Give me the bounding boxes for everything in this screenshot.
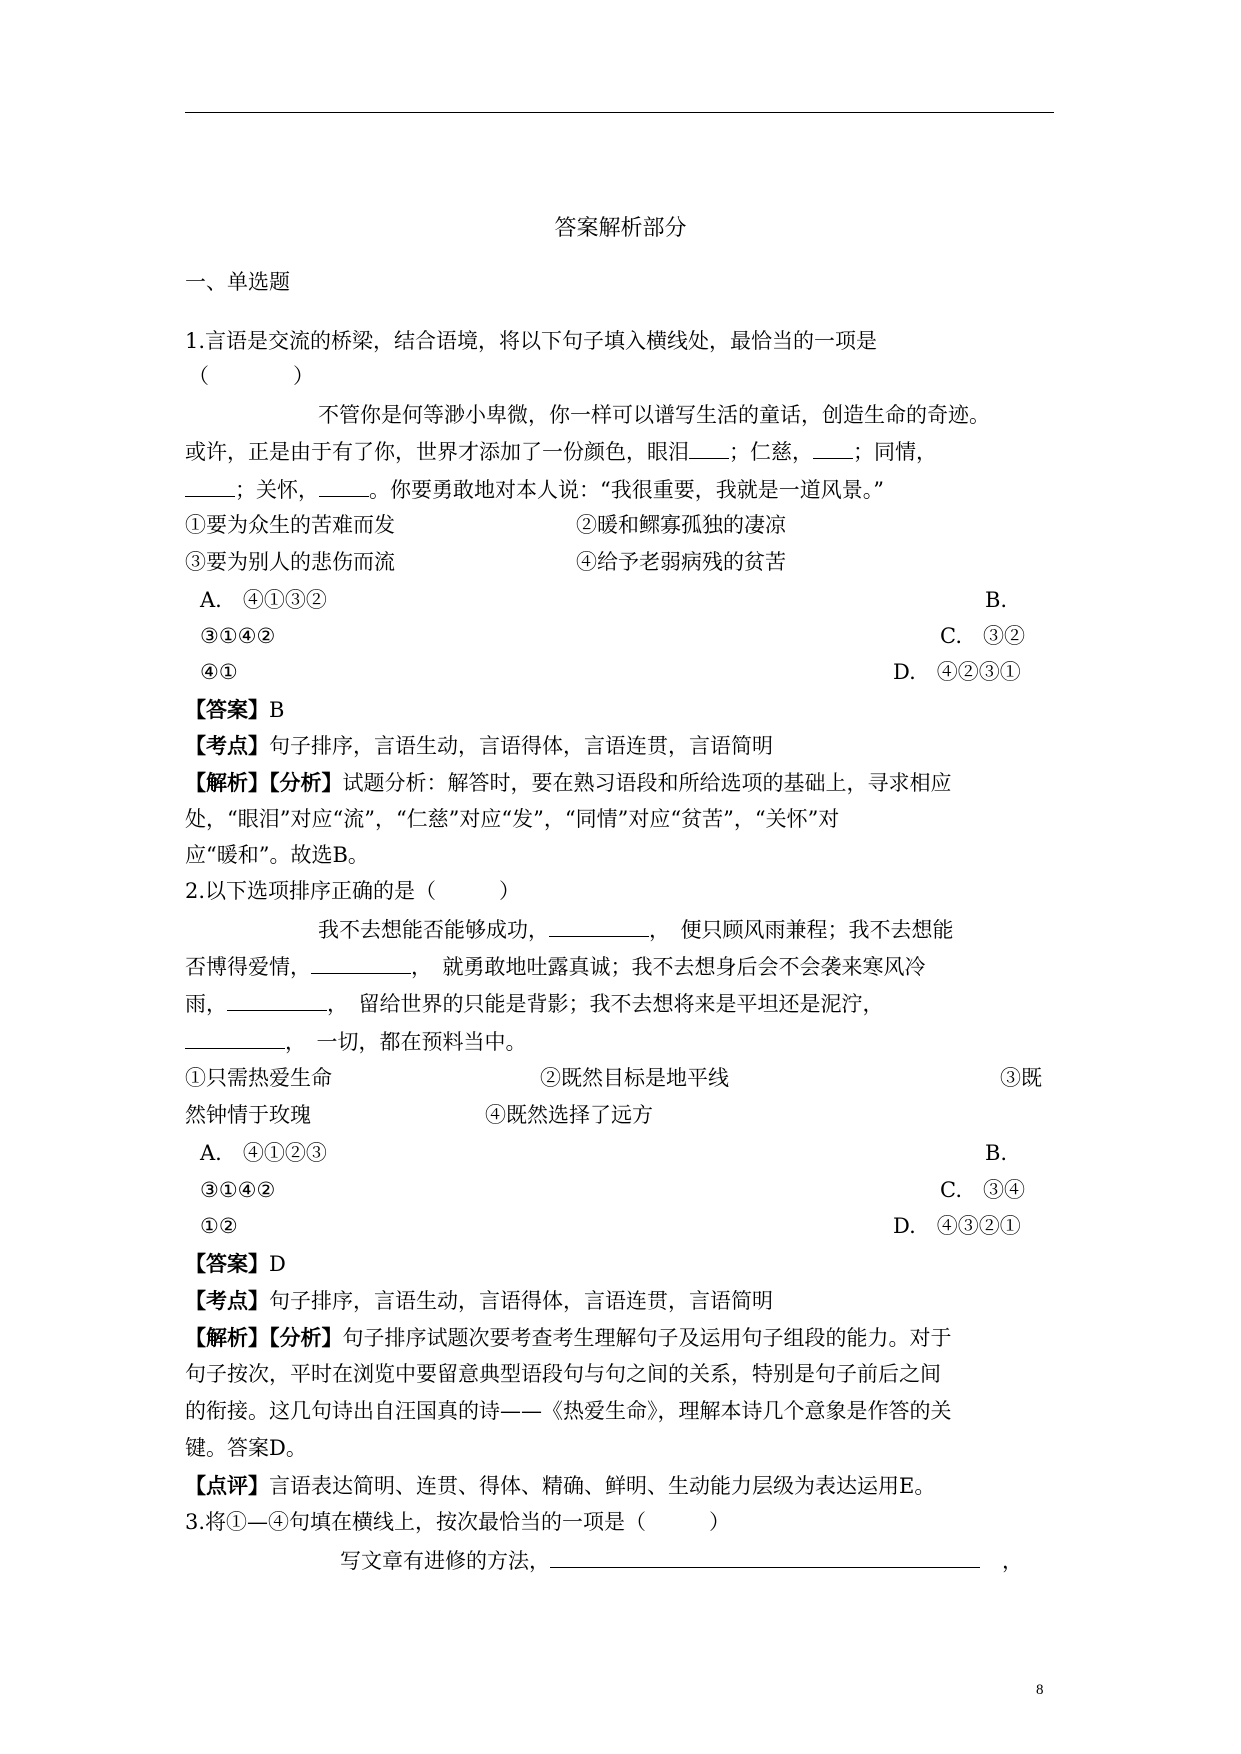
- q3-passage-line-1: 写文章有进修的方法， ，: [340, 1549, 1023, 1573]
- blank-2: [813, 440, 853, 459]
- q2-passage-line-2: 否博得爱情， ， 就勇敢地吐露真诚；我不去想身后会不会袭来寒风冷: [185, 955, 926, 979]
- blank-9: [550, 1549, 980, 1568]
- q2-passage-line-3: 雨， ， 留给世界的只能是背影；我不去想将来是平坦还是泥泞，: [185, 992, 884, 1016]
- q2-kaodian: 【考点】句子排序，言语生动，言语得体，言语连贯，言语简明: [185, 1288, 773, 1313]
- q2-jiexi-line-3: 的衔接。这几句诗出自汪国真的诗——《热爱生命》，理解本诗几个意象是作答的关: [185, 1399, 952, 1423]
- q1-jiexi-line-3: 应“暖和”。故选B。: [185, 843, 369, 867]
- q2-jiexi-line-4: 键。答案D。: [185, 1436, 307, 1460]
- q2-option-4: ④既然选择了远方: [485, 1103, 653, 1127]
- q1-choice-d: D. ④②③①: [893, 660, 1021, 684]
- q1-jiexi-line-2: 处，“眼泪”对应“流”，“仁慈”对应“发”，“同情”对应“贫苦”，“关怀”对: [185, 807, 840, 831]
- q2-jiexi-line-2: 句子按次，平时在浏览中要留意典型语段句与句之间的关系，特别是句子前后之间: [185, 1362, 941, 1386]
- q1-choice-b-value: ③①④②: [200, 624, 276, 648]
- q1-option-2: ②暖和鳏寡孤独的凄凉: [576, 513, 786, 537]
- blank-3: [185, 478, 235, 497]
- q2-option-3: ③既: [1000, 1066, 1042, 1090]
- q2-dianping: 【点评】言语表达简明、连贯、得体、精确、鲜明、生动能力层级为表达运用E。: [185, 1473, 936, 1498]
- q2-choice-c-cont: ①②: [200, 1214, 238, 1238]
- q2-stem: 2.以下选项排序正确的是（ ）: [185, 879, 521, 903]
- section-heading: 一、单选题: [185, 270, 290, 294]
- q1-kaodian: 【考点】句子排序，言语生动，言语得体，言语连贯，言语简明: [185, 733, 773, 758]
- q1-option-3: ③要为别人的悲伤而流: [185, 550, 395, 574]
- q1-passage-line-2: 或许，正是由于有了你，世界才添加了一份颜色，眼泪 ；仁慈， ；同情，: [185, 440, 937, 464]
- q2-choice-d: D. ④③②①: [893, 1214, 1021, 1238]
- q2-passage-line-4: ， 一切，都在预料当中。: [185, 1030, 527, 1053]
- blank-4: [319, 478, 369, 497]
- blank-1: [689, 440, 729, 459]
- q1-choice-c: C. ③②: [940, 624, 1025, 648]
- q2-passage-line-1: 我不去想能否能够成功， ， 便只顾风雨兼程；我不去想能: [318, 918, 954, 942]
- q1-stem: 1.言语是交流的桥梁，结合语境，将以下句子填入横线处，最恰当的一项是: [185, 329, 878, 353]
- header-rule: [185, 112, 1054, 113]
- blank-8: [185, 1030, 285, 1049]
- q1-answer: 【答案】B: [185, 697, 285, 722]
- page-title: 答案解析部分: [554, 216, 687, 241]
- q1-choice-a: A. ④①③②: [200, 588, 327, 612]
- page-number: 8: [1036, 1682, 1044, 1698]
- q1-option-1: ①要为众生的苦难而发: [185, 513, 395, 537]
- q2-choice-b-value: ③①④②: [200, 1178, 276, 1202]
- q1-choice-b-label: B.: [985, 588, 1008, 612]
- q1-jiexi-line-1: 【解析】【分析】试题分析：解答时，要在熟习语段和所给选项的基础上，寻求相应: [185, 770, 952, 795]
- q3-stem: 3.将①—④句填在横线上，按次最恰当的一项是（ ）: [185, 1510, 731, 1534]
- q2-jiexi-line-1: 【解析】【分析】句子排序试题次要考查考生理解句子及运用句子组段的能力。对于: [185, 1325, 952, 1350]
- q2-choice-a: A. ④①②③: [200, 1141, 327, 1165]
- q2-option-3-cont: 然钟情于玫瑰: [185, 1103, 311, 1127]
- blank-6: [311, 955, 411, 974]
- q2-option-1: ①只需热爱生命: [185, 1066, 332, 1090]
- blank-7: [227, 992, 327, 1011]
- q2-option-2: ②既然目标是地平线: [540, 1066, 729, 1090]
- q2-choice-b-label: B.: [985, 1141, 1008, 1165]
- q1-passage-line-3: ；关怀， 。你要勇敢地对本人说：“我很重要，我就是一道风景。”: [185, 478, 884, 501]
- q1-choice-c-cont: ④①: [200, 660, 238, 684]
- q1-passage-line-1: 不管你是何等渺小卑微，你一样可以谱写生活的童话，创造生命的奇迹。: [318, 403, 990, 427]
- blank-5: [549, 918, 649, 937]
- q2-answer: 【答案】D: [185, 1251, 286, 1276]
- q2-choice-c: C. ③④: [940, 1178, 1025, 1202]
- q1-paren: （ ）: [188, 364, 314, 388]
- q1-option-4: ④给予老弱病残的贫苦: [576, 550, 786, 574]
